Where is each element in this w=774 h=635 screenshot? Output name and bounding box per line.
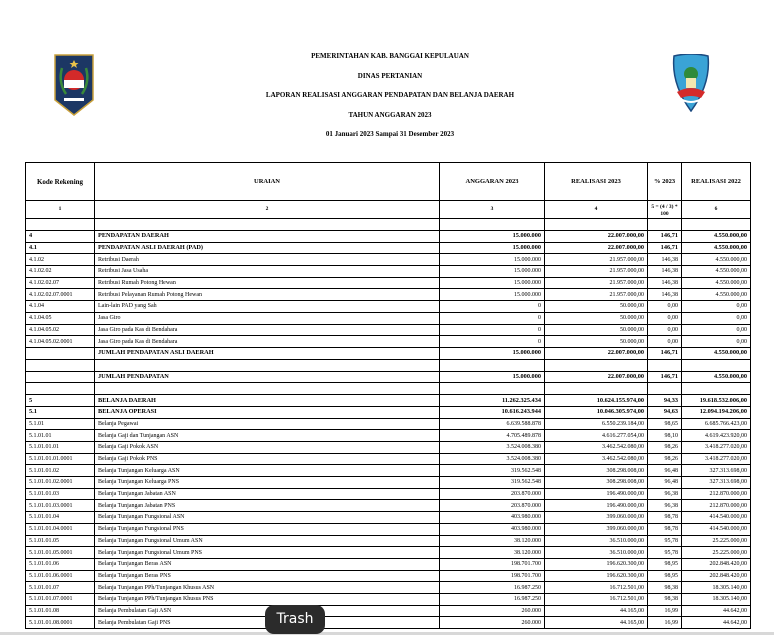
cell-code: 5.1 [26,406,95,418]
cell-code: 5.1.01.01.08 [26,605,95,617]
blank-row [26,383,751,395]
cell-realization-2023: 21.957.000,00 [545,289,648,301]
cell-description: Retribusi Daerah [95,254,440,266]
cell-realization-2022: 414.540.000,00 [682,512,751,524]
table-header-row [26,163,751,201]
cell-code: 5.1.01.01.02.0001 [26,477,95,489]
cell-description: Belanja Tunjangan Beras PNS [95,570,440,582]
table-row [26,477,751,489]
cell-percent-2023 [648,359,682,371]
cell-description: Belanja Tunjangan Fungsional ASN [95,512,440,524]
cell-realization-2022: 18.305.140,00 [682,593,751,605]
cell-code: 5.1.01.01.03 [26,488,95,500]
cell-realization-2023: 10.624.155.974,00 [545,395,648,407]
cell-realization-2022: 4.550.000,00 [682,231,751,243]
cell-description: Retribusi Rumah Potong Hewan [95,277,440,289]
cell-code: 5.1.01.01.01 [26,442,95,454]
cell-code: 4.1.04.05.02 [26,324,95,336]
cell-realization-2023: 22.007.000,00 [545,371,648,383]
cell-realization-2022: 6.685.766.423,00 [682,418,751,430]
cell-code: 4.1.04 [26,301,95,313]
cell-percent-2023: 94,63 [648,406,682,418]
cell-realization-2023: 6.550.239.184,00 [545,418,648,430]
table-row [26,500,751,512]
cell-realization-2023: 36.510.000,00 [545,547,648,559]
table-row [26,430,751,442]
cell-code: 5.1.01.01 [26,430,95,442]
cell-code: 4.1.04.05.02.0001 [26,336,95,348]
table-row [26,465,751,477]
cell-budget-2023: 3.524.008.380 [440,453,545,465]
table-row [26,242,751,254]
table-row [26,254,751,266]
cell-code: 4.1.02.02 [26,266,95,278]
cell-percent-2023: 98,95 [648,558,682,570]
table-row [26,523,751,535]
cell-budget-2023: 0 [440,336,545,348]
cell-description: Belanja Tunjangan Beras ASN [95,558,440,570]
cell-description: Belanja Tunjangan PPh/Tunjangan Khusus ASN [95,582,440,594]
cell-description: Jasa Giro pada Kas di Bendahara [95,324,440,336]
cell-realization-2023: 16.712.501,00 [545,582,648,594]
cell-realization-2022: 25.225.000,00 [682,547,751,559]
cell-code: 5 [26,395,95,407]
cell-realization-2022: 12.094.194.206,00 [682,406,751,418]
cell-budget-2023: 0 [440,301,545,313]
cell-percent-2023: 96,38 [648,488,682,500]
cell-realization-2023: 21.957.000,00 [545,266,648,278]
cell-percent-2023: 98,78 [648,523,682,535]
table-row [26,582,751,594]
cell-budget-2023: 260.000 [440,617,545,629]
cell-realization-2023: 196.620.300,00 [545,558,648,570]
cell-budget-2023: 15.000.000 [440,371,545,383]
col-header-realization-2022: REALISASI 2022 [682,163,751,201]
cell-realization-2023: 22.007.000,00 [545,347,648,359]
col-number: 4 [545,201,648,219]
cell-percent-2023: 146,71 [648,231,682,243]
cell-percent-2023 [648,383,682,395]
col-header-description: URAIAN [95,163,440,201]
table-row [26,535,751,547]
cell-percent-2023: 94,33 [648,395,682,407]
cell-percent-2023: 96,48 [648,477,682,489]
column-number-row [26,201,751,219]
cell-budget-2023: 38.120.000 [440,535,545,547]
cell-realization-2022: 4.550.000,00 [682,242,751,254]
cell-realization-2023 [545,359,648,371]
cell-description [95,219,440,231]
cell-budget-2023: 6.639.588.878 [440,418,545,430]
cell-percent-2023: 96,38 [648,500,682,512]
cell-budget-2023: 15.000.000 [440,289,545,301]
cell-budget-2023: 203.870.000 [440,488,545,500]
cell-description: Belanja Tunjangan PPh/Tunjangan Khusus PNS [95,593,440,605]
cell-realization-2022: 44.642,00 [682,617,751,629]
cell-description: BELANJA OPERASI [95,406,440,418]
cell-realization-2022: 0,00 [682,324,751,336]
table-row [26,453,751,465]
cell-budget-2023: 203.870.000 [440,500,545,512]
cell-code: 5.1.01.01.06 [26,558,95,570]
cell-realization-2022: 3.418.277.020,00 [682,442,751,454]
col-header-budget-2023: ANGGARAN 2023 [440,163,545,201]
cell-realization-2022 [682,383,751,395]
cell-description: Belanja Pembulatan Gaji PNS [95,617,440,629]
cell-code: 4.1.02.02.07.0001 [26,289,95,301]
cell-realization-2023 [545,219,648,231]
cell-percent-2023: 98,78 [648,512,682,524]
col-number: 3 [440,201,545,219]
header-government: PEMERINTAHAN KAB. BANGGAI KEPULAUAN [311,52,469,60]
cell-description: Jasa Giro [95,312,440,324]
cell-code: 4 [26,231,95,243]
cell-realization-2022: 202.848.420,00 [682,570,751,582]
cell-percent-2023: 0,00 [648,324,682,336]
cell-code: 5.1.01 [26,418,95,430]
cell-realization-2022: 414.540.000,00 [682,523,751,535]
cell-realization-2022: 4.550.000,00 [682,266,751,278]
cell-realization-2023: 36.510.000,00 [545,535,648,547]
cell-percent-2023: 98,65 [648,418,682,430]
report-header [200,52,580,150]
cell-description: Belanja Tunjangan Fungsional PNS [95,523,440,535]
cell-budget-2023: 16.987.250 [440,593,545,605]
cell-description: Belanja Tunjangan Fungsional Umum PNS [95,547,440,559]
cell-budget-2023: 403.980.000 [440,523,545,535]
cell-realization-2022 [682,359,751,371]
cell-percent-2023: 146,38 [648,254,682,266]
cell-description: Belanja Tunjangan Fungsional Umum ASN [95,535,440,547]
cell-budget-2023: 10.616.243.944 [440,406,545,418]
cell-realization-2023: 308.298.008,00 [545,465,648,477]
cell-code: 4.1.02 [26,254,95,266]
cell-code [26,371,95,383]
cell-description: Belanja Pembulatan Gaji ASN [95,605,440,617]
cell-code [26,359,95,371]
table-row [26,301,751,313]
cell-realization-2022: 0,00 [682,336,751,348]
cell-realization-2023: 44.165,00 [545,617,648,629]
cell-realization-2022 [682,219,751,231]
cell-realization-2023: 196.490.000,00 [545,488,648,500]
cell-description: Belanja Tunjangan Jabatan ASN [95,488,440,500]
cell-realization-2022: 0,00 [682,312,751,324]
cell-description: Belanja Gaji Pokok PNS [95,453,440,465]
table-row [26,347,751,359]
table-row [26,547,751,559]
cell-percent-2023: 146,71 [648,242,682,254]
cell-budget-2023: 4.705.489.878 [440,430,545,442]
cell-realization-2022: 212.870.000,00 [682,500,751,512]
cell-budget-2023 [440,359,545,371]
cell-budget-2023: 0 [440,312,545,324]
cell-realization-2023: 21.957.000,00 [545,254,648,266]
blank-row [26,219,751,231]
cell-realization-2022: 4.550.000,00 [682,254,751,266]
budget-realization-table [25,162,751,629]
table-row [26,395,751,407]
cell-realization-2022: 44.642,00 [682,605,751,617]
cell-budget-2023: 403.980.000 [440,512,545,524]
cell-realization-2023: 4.616.277.054,00 [545,430,648,442]
table-row [26,512,751,524]
cell-realization-2022: 18.305.140,00 [682,582,751,594]
cell-budget-2023 [440,219,545,231]
cell-code: 5.1.01.01.06.0001 [26,570,95,582]
cell-realization-2022: 0,00 [682,301,751,313]
cell-realization-2022: 3.418.277.020,00 [682,453,751,465]
table-row [26,605,751,617]
cell-percent-2023: 95,78 [648,547,682,559]
cell-percent-2023 [648,219,682,231]
cell-budget-2023: 11.262.325.434 [440,395,545,407]
table-row [26,418,751,430]
cell-percent-2023: 146,38 [648,277,682,289]
cell-description [95,359,440,371]
header-period: 01 Januari 2023 Sampai 31 Desember 2023 [325,130,455,138]
table-row [26,336,751,348]
cell-realization-2023: 308.298.008,00 [545,477,648,489]
cell-realization-2023: 50.000,00 [545,324,648,336]
cell-description: Retribusi Jasa Usaha [95,266,440,278]
cell-description: Jasa Giro pada Kas di Bendahara [95,336,440,348]
cell-realization-2023: 22.007.000,00 [545,242,648,254]
col-header-code: Kode Rekening [26,163,95,201]
cell-budget-2023: 15.000.000 [440,266,545,278]
cell-code [26,219,95,231]
trash-tooltip: Trash [265,605,325,634]
table-row [26,231,751,243]
cell-code: 4.1.02.02.07 [26,277,95,289]
cell-budget-2023: 15.000.000 [440,231,545,243]
cell-budget-2023: 319.562.548 [440,477,545,489]
cell-percent-2023: 146,38 [648,266,682,278]
cell-percent-2023: 0,00 [648,336,682,348]
cell-realization-2023: 44.165,00 [545,605,648,617]
table-row [26,570,751,582]
blank-row [26,359,751,371]
cell-description: Belanja Pegawai [95,418,440,430]
cell-code: 5.1.01.01.08.0001 [26,617,95,629]
cell-code: 5.1.01.01.04 [26,512,95,524]
header-report-title: LAPORAN REALISASI ANGGARAN PENDAPATAN DAN BELANJA DAERAH [265,91,515,99]
table-row [26,277,751,289]
cell-percent-2023: 96,48 [648,465,682,477]
cell-budget-2023: 0 [440,324,545,336]
cell-realization-2023: 50.000,00 [545,336,648,348]
cell-code: 5.1.01.01.04.0001 [26,523,95,535]
table-row [26,406,751,418]
cell-description: Belanja Tunjangan Keluarga PNS [95,477,440,489]
cell-realization-2022: 4.550.000,00 [682,277,751,289]
cell-realization-2023: 16.712.501,00 [545,593,648,605]
cell-description: JUMLAH PENDAPATAN ASLI DAERAH [95,347,440,359]
cell-budget-2023: 319.562.548 [440,465,545,477]
table-row [26,312,751,324]
cell-percent-2023: 98,26 [648,442,682,454]
cell-realization-2023: 196.620.300,00 [545,570,648,582]
cell-description: Belanja Gaji dan Tunjangan ASN [95,430,440,442]
cell-description: BELANJA DAERAH [95,395,440,407]
cell-realization-2022: 25.225.000,00 [682,535,751,547]
col-number: 2 [95,201,440,219]
table-row [26,617,751,629]
cell-percent-2023: 146,38 [648,289,682,301]
cell-realization-2022: 327.313.698,00 [682,465,751,477]
cell-percent-2023: 98,38 [648,593,682,605]
cell-code: 5.1.01.01.01.0001 [26,453,95,465]
cell-realization-2022: 4.550.000,00 [682,347,751,359]
col-header-percent-2023: % 2023 [648,163,682,201]
banggai-kepulauan-logo [671,54,711,112]
cell-realization-2023: 399.060.000,00 [545,512,648,524]
cell-code: 5.1.01.01.05.0001 [26,547,95,559]
cell-budget-2023: 3.524.008.380 [440,442,545,454]
cell-realization-2023: 10.046.305.974,00 [545,406,648,418]
cell-budget-2023: 260.000 [440,605,545,617]
cell-percent-2023: 98,38 [648,582,682,594]
cell-code: 5.1.01.01.07 [26,582,95,594]
cell-percent-2023: 16,99 [648,617,682,629]
cell-description: Lain-lain PAD yang Sah [95,301,440,313]
cell-code: 4.1 [26,242,95,254]
cell-budget-2023: 38.120.000 [440,547,545,559]
header-fiscal-year: TAHUN ANGGARAN 2023 [348,110,432,119]
col-number: 5 = (4 / 3) * 100 [648,201,682,219]
cell-realization-2022: 212.870.000,00 [682,488,751,500]
cell-realization-2023: 50.000,00 [545,312,648,324]
cell-description: Belanja Gaji Pokok ASN [95,442,440,454]
cell-description: PENDAPATAN ASLI DAERAH (PAD) [95,242,440,254]
cell-realization-2023: 21.957.000,00 [545,277,648,289]
cell-budget-2023: 198.701.700 [440,570,545,582]
cell-realization-2022: 327.313.698,00 [682,477,751,489]
cell-realization-2023: 399.060.000,00 [545,523,648,535]
header-department: DINAS PERTANIAN [357,71,423,80]
table-row [26,488,751,500]
cell-realization-2022: 4.550.000,00 [682,371,751,383]
cell-percent-2023: 95,78 [648,535,682,547]
table-row [26,371,751,383]
table-row [26,324,751,336]
cell-code: 5.1.01.01.03.0001 [26,500,95,512]
table-row [26,289,751,301]
cell-percent-2023: 16,99 [648,605,682,617]
col-number: 6 [682,201,751,219]
cell-code: 5.1.01.01.07.0001 [26,593,95,605]
cell-percent-2023: 98,26 [648,453,682,465]
cell-description: Retribusi Pelayanan Rumah Potong Hewan [95,289,440,301]
cell-description: JUMLAH PENDAPATAN [95,371,440,383]
cell-budget-2023: 15.000.000 [440,242,545,254]
cell-percent-2023: 98,95 [648,570,682,582]
cell-code: 5.1.01.01.05 [26,535,95,547]
cell-description: Belanja Tunjangan Keluarga ASN [95,465,440,477]
cell-percent-2023: 0,00 [648,312,682,324]
cell-budget-2023: 15.000.000 [440,347,545,359]
cell-description: PENDAPATAN DAERAH [95,231,440,243]
cell-realization-2022: 19.618.532.006,00 [682,395,751,407]
cell-percent-2023: 98,10 [648,430,682,442]
cell-realization-2023 [545,383,648,395]
cell-budget-2023: 16.987.250 [440,582,545,594]
cell-budget-2023 [440,383,545,395]
col-header-realization-2023: REALISASI 2023 [545,163,648,201]
cell-realization-2022: 4.550.000,00 [682,289,751,301]
cell-budget-2023: 15.000.000 [440,254,545,266]
cell-description: Belanja Tunjangan Jabatan PNS [95,500,440,512]
cell-realization-2023: 22.007.000,00 [545,231,648,243]
cell-percent-2023: 146,71 [648,371,682,383]
table-row [26,558,751,570]
cell-realization-2023: 3.462.542.080,00 [545,453,648,465]
cell-realization-2022: 202.848.420,00 [682,558,751,570]
cell-code [26,383,95,395]
cell-code [26,347,95,359]
cell-code: 5.1.01.01.02 [26,465,95,477]
cell-percent-2023: 0,00 [648,301,682,313]
cell-budget-2023: 15.000.000 [440,277,545,289]
table-row [26,593,751,605]
cell-realization-2023: 3.462.542.080,00 [545,442,648,454]
cell-realization-2023: 196.490.000,00 [545,500,648,512]
col-number: 1 [26,201,95,219]
table-row [26,442,751,454]
cell-realization-2022: 4.619.423.920,00 [682,430,751,442]
cell-budget-2023: 198.701.700 [440,558,545,570]
cell-code: 4.1.04.05 [26,312,95,324]
cell-description [95,383,440,395]
cell-realization-2023: 50.000,00 [545,301,648,313]
kemendagri-logo [54,54,94,116]
table-row [26,266,751,278]
cell-percent-2023: 146,71 [648,347,682,359]
